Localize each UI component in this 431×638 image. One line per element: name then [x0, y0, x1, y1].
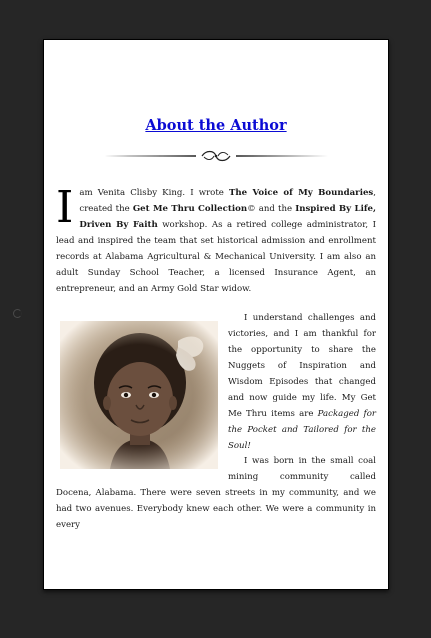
- author-gratitude-paragraph: I understand challenges and victories, and I am thankful for the opportunity to share the Nuggets of Inspiration and Wisdom Episodes that changed and now guide my life. My Get Me Thru items are Packaged for the Pocket and Tailored for the Soul!: [228, 313, 377, 451]
- author-childhood-photo: [60, 321, 218, 469]
- portrait-image: [60, 321, 218, 469]
- author-hometown-paragraph: I was born in the small coal mining community called Docena, Alabama. There were seven streets in my community, and we had two avenues. Everybody knew each other. We were a community in every: [56, 456, 376, 530]
- loading-spinner-icon: [13, 309, 22, 318]
- book-page[interactable]: [43, 39, 389, 590]
- author-intro-paragraph: I am Venita Clisby King. I wrote The Voice of My Boundaries, created the Get Me Thru Collection© and the Inspired By Life, Driven By Faith workshop. As a retired college administrator, I lead and inspired the team that set historical admission and enrollment records at Alabama Agricultural & Mechanical University. I am also an adult Sunday School Teacher, a licensed Insurance Agent, an entrepreneur, and an Army Gold Star widow.: [56, 182, 376, 294]
- page-title[interactable]: About the Author: [145, 117, 287, 134]
- drop-cap: I: [56, 182, 74, 233]
- ornamental-divider-icon: [104, 148, 328, 164]
